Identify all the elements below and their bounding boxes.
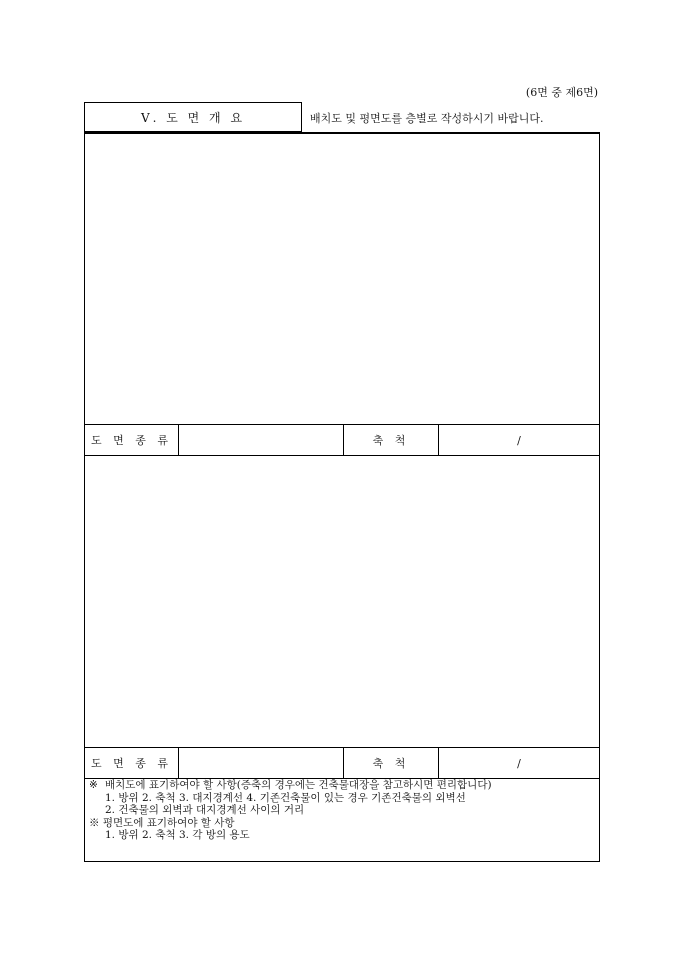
floor-plan-drawing-area[interactable] [85,457,599,747]
page-indicator: (6면 중 제6면) [525,86,598,99]
site-plan-note [89,779,595,792]
site-plan-note-items: 2. 건축물의 외벽과 대지경계선 사이의 거리 [105,804,305,816]
instruction-text: 배치도 및 평면도를 층별로 작성하시기 바랍니다. [310,112,544,125]
drawing-info-row [85,747,599,779]
notes-section [85,777,599,844]
scale-field[interactable]: / [517,433,521,447]
scale-label: 축 척 [344,425,439,455]
note-mark: ※ [89,779,98,791]
site-plan-drawing-area[interactable] [85,134,599,424]
scale-label: 축 척 [344,748,439,778]
scale-field[interactable]: / [517,756,521,770]
site-plan-note-heading: 배치도에 표기하여야 할 사항(증축의 경우에는 건축물대장을 참고하시면 편리합니다) [105,779,492,791]
floor-plan-note-heading: ※ 평면도에 표기하여야 할 사항 [89,816,235,829]
drawing-type-label: 도 면 종 류 [85,425,179,455]
site-plan-note-items: 1. 방위 2. 축척 3. 대지경계선 4. 기존건축물이 있는 경우 기존건축물의 외벽선 [105,791,466,804]
drawing-type-label: 도 면 종 류 [85,748,179,778]
section-title: Ⅴ. 도 면 개 요 [84,102,302,132]
drawing-info-row [85,424,599,456]
drawing-form [84,132,600,862]
drawing-type-field[interactable] [179,748,344,778]
drawing-type-field[interactable] [179,425,344,455]
floor-plan-note-items: 1. 방위 2. 축척 3. 각 방의 용도 [105,829,250,841]
